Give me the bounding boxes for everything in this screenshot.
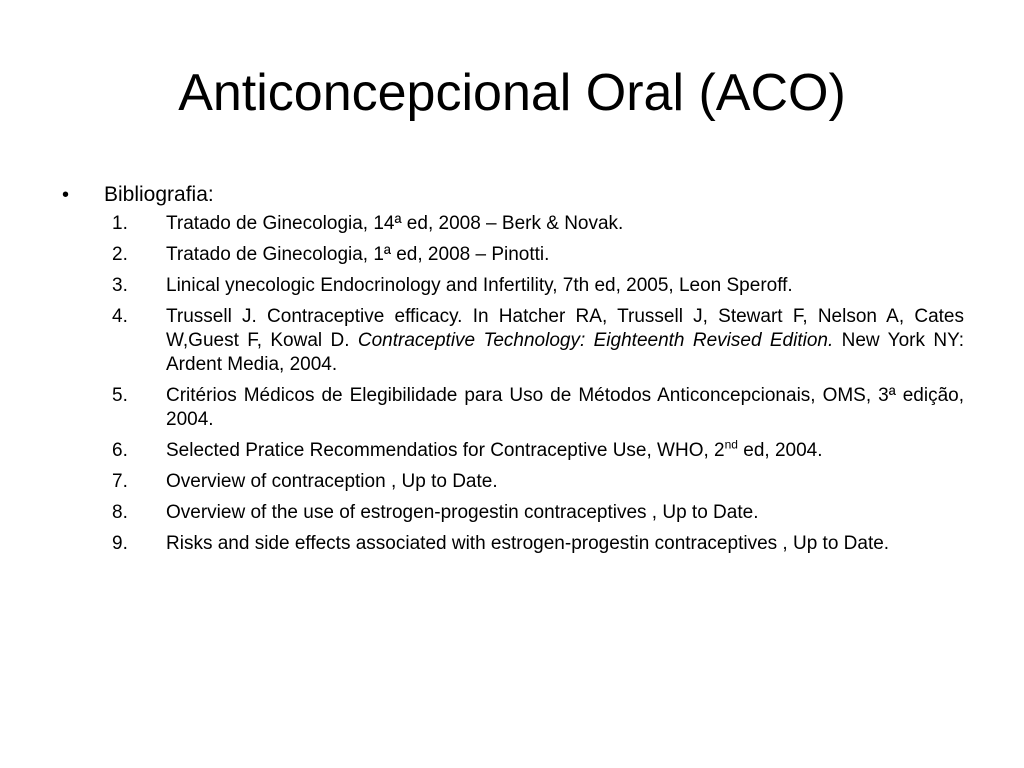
reference-text — [166, 212, 964, 236]
reference-text — [166, 439, 964, 463]
reference-item — [58, 384, 964, 432]
slide-title: Anticoncepcional Oral (ACO) — [178, 64, 846, 122]
reference-text-main: Critérios Médicos de Elegibilidade para Uso de Métodos Anticoncepcionais, OMS, 3ª edição, 2004. — [166, 385, 964, 430]
reference-item — [58, 501, 964, 525]
reference-text — [166, 532, 964, 556]
reference-text — [166, 305, 964, 377]
reference-number: 7. — [112, 471, 128, 492]
reference-number: 9. — [112, 533, 128, 554]
reference-text — [166, 274, 964, 298]
reference-text-main: Linical ynecologic Endocrinology and Infertility, 7th ed, 2005, Leon Speroff. — [166, 275, 793, 296]
bullet-item-bibliografia — [58, 180, 964, 210]
reference-item — [58, 305, 964, 377]
reference-text — [166, 243, 964, 267]
reference-number: 5. — [112, 385, 128, 406]
reference-text-superscript: nd — [724, 437, 738, 452]
reference-item — [58, 470, 964, 494]
reference-item — [58, 274, 964, 298]
reference-number: 6. — [112, 440, 128, 461]
reference-item — [58, 212, 964, 236]
bullet-label: Bibliografia: — [104, 183, 214, 206]
reference-text-main: Tratado de Ginecologia, 14ª ed, 2008 – Berk & Novak. — [166, 213, 624, 234]
reference-text-tail: ed, 2004. — [737, 440, 823, 461]
reference-number: 2. — [112, 244, 128, 265]
reference-text-main: Tratado de Ginecologia, 1ª ed, 2008 – Pinotti. — [166, 244, 550, 265]
reference-list — [58, 212, 964, 556]
reference-text-main: Selected Pratice Recommendatios for Contraceptive Use, WHO, 2 — [166, 440, 725, 461]
reference-text — [166, 384, 964, 432]
reference-item — [58, 439, 964, 463]
reference-item — [58, 243, 964, 267]
reference-text-italic: Contraceptive Technology: Eighteenth Revised Edition. — [357, 330, 834, 351]
reference-number: 8. — [112, 502, 128, 523]
slide-content — [58, 180, 964, 563]
reference-item — [58, 532, 964, 556]
reference-text-after: New York NY: Ardent Media, 2004. — [166, 330, 965, 375]
reference-text — [166, 501, 964, 525]
reference-number: 1. — [112, 213, 128, 234]
reference-text-main: Overview of contraception , Up to Date. — [166, 471, 498, 492]
reference-text-main: Trussell J. Contraceptive efficacy. In Hatcher RA, Trussell J, Stewart F, Nelson A, Cates W,Guest F, Kowal D. — [166, 306, 964, 351]
reference-number: 4. — [112, 306, 128, 327]
reference-text — [166, 470, 964, 494]
reference-number: 3. — [112, 275, 128, 296]
reference-text-main: Risks and side effects associated with estrogen-progestin contraceptives , Up to Date. — [166, 533, 890, 554]
reference-text-main: Overview of the use of estrogen-progestin contraceptives , Up to Date. — [166, 502, 759, 523]
bullet-icon: • — [62, 184, 70, 206]
